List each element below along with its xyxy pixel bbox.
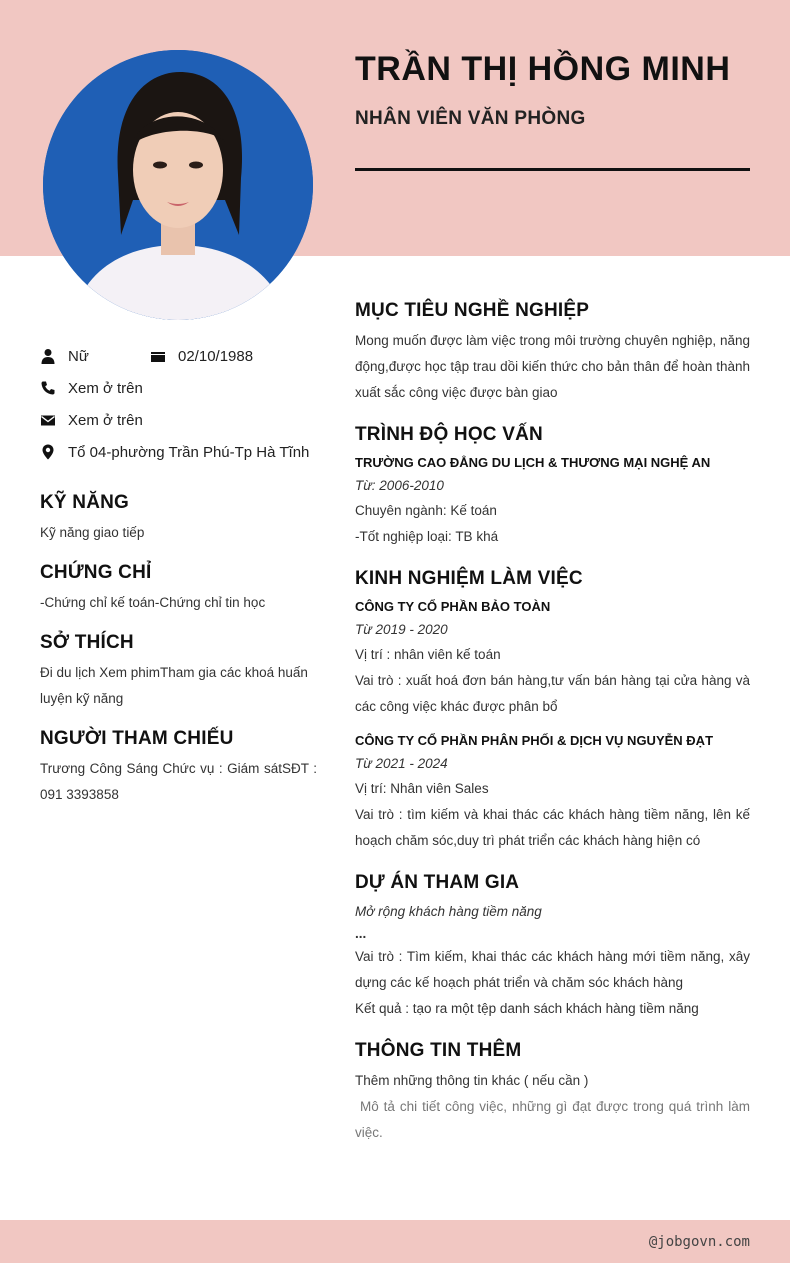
job-role: Vai trò : tìm kiếm và khai thác các khách hàng tiềm năng, lên kế hoạch chăm sóc,duy trì phát triển các khách hàng hiện có xyxy=(355,807,750,848)
profile-photo xyxy=(43,50,313,320)
certificates-text: -Chứng chỉ kế toán-Chứng chỉ tin học xyxy=(40,595,266,610)
skills-section xyxy=(40,492,317,546)
objective-title: MỤC TIÊU NGHỀ NGHIỆP xyxy=(355,300,590,321)
job-position: Vị trí : nhân viên kế toán xyxy=(355,647,501,662)
project-name: Mở rộng khách hàng tiềm năng xyxy=(355,904,542,919)
education-grade: -Tốt nghiệp loại: TB khá xyxy=(355,529,499,544)
skills-title: KỸ NĂNG xyxy=(40,492,130,513)
project-ellipsis: ... xyxy=(355,926,367,941)
hobbies-text: Đi du lịch Xem phimTham gia các khoá huấn luyện kỹ năng xyxy=(40,665,308,706)
gender-row xyxy=(40,340,317,372)
job-period: Từ 2021 - 2024 xyxy=(355,756,448,771)
phone-row xyxy=(40,372,317,404)
right-column xyxy=(355,300,754,1164)
education-period: Từ: 2006-2010 xyxy=(355,478,444,493)
additional-section xyxy=(355,1040,754,1146)
dob-value: 02/10/1988 xyxy=(178,347,254,365)
job-company: CÔNG TY CỔ PHẦN PHÂN PHỐI & DỊCH VỤ NGUYỄN ĐẠT xyxy=(355,733,714,748)
address-value: Tổ 04-phường Trần Phú-Tp Hà Tĩnh xyxy=(68,443,310,461)
hobbies-section xyxy=(40,632,317,712)
additional-line2: Mô tả chi tiết công việc, những gì đạt được trong quá trình làm việc. xyxy=(355,1099,754,1140)
footer-watermark: @jobgovn.com xyxy=(648,1234,750,1250)
project-result: Kết quả : tạo ra một tệp danh sách khách hàng tiềm năng xyxy=(355,1001,699,1016)
gender-value: Nữ xyxy=(68,347,89,365)
title-divider xyxy=(355,168,750,171)
job-company: CÔNG TY CỔ PHẦN BẢO TOÀN xyxy=(355,599,551,614)
projects-section xyxy=(355,872,750,1022)
project-role: Vai trò : Tìm kiếm, khai thác các khách hàng mới tiềm năng, xây dựng các kế hoạch phát triển và chăm sóc khách hàng xyxy=(355,949,750,990)
mail-icon xyxy=(40,412,56,428)
additional-line1: Thêm những thông tin khác ( nếu cần ) xyxy=(355,1073,589,1088)
references-text: Trương Công Sáng Chức vụ : Giám sátSĐT : 091 3393858 xyxy=(40,761,317,802)
job-title: NHÂN VIÊN VĂN PHÒNG xyxy=(355,108,586,129)
portrait-illustration xyxy=(43,50,313,320)
left-column xyxy=(40,340,317,808)
objective-text: Mong muốn được làm việc trong môi trường chuyên nghiệp, năng động,được học tập trau dồi kiến thức cho bản thân để hoàn thành xuất sắc công việc được bàn giao xyxy=(355,333,750,400)
dob-row xyxy=(150,340,253,372)
location-icon xyxy=(40,444,56,460)
hobbies-title: SỞ THÍCH xyxy=(40,632,134,653)
candidate-name: TRẦN THỊ HỒNG MINH xyxy=(355,50,731,88)
job-period: Từ 2019 - 2020 xyxy=(355,622,448,637)
objective-section xyxy=(355,300,750,406)
phone-value: Xem ở trên xyxy=(68,379,143,397)
experience-section xyxy=(355,568,750,854)
projects-title: DỰ ÁN THAM GIA xyxy=(355,872,520,893)
education-major: Chuyên ngành: Kế toán xyxy=(355,503,497,518)
job-entry xyxy=(355,596,750,720)
calendar-icon xyxy=(150,348,166,364)
skills-text: Kỹ năng giao tiếp xyxy=(40,525,145,540)
email-row xyxy=(40,404,317,436)
job-position: Vị trí: Nhân viên Sales xyxy=(355,781,489,796)
certificates-title: CHỨNG CHỈ xyxy=(40,562,152,583)
user-icon xyxy=(40,348,56,364)
references-title: NGƯỜI THAM CHIẾU xyxy=(40,728,234,749)
job-role: Vai trò : xuất hoá đơn bán hàng,tư vấn bán hàng tại cửa hàng và các công việc khác được phân bổ xyxy=(355,673,750,714)
experience-title: KINH NGHIỆM LÀM VIỆC xyxy=(355,568,583,589)
email-value: Xem ở trên xyxy=(68,411,143,429)
education-section xyxy=(355,424,750,550)
references-section xyxy=(40,728,317,808)
additional-title: THÔNG TIN THÊM xyxy=(355,1040,522,1061)
address-row xyxy=(40,436,317,468)
job-entry xyxy=(355,730,750,854)
school-name: TRƯỜNG CAO ĐẲNG DU LỊCH & THƯƠNG MẠI NGHỆ AN xyxy=(355,455,711,470)
phone-icon xyxy=(40,380,56,396)
certificates-section xyxy=(40,562,317,616)
education-title: TRÌNH ĐỘ HỌC VẤN xyxy=(355,424,543,445)
